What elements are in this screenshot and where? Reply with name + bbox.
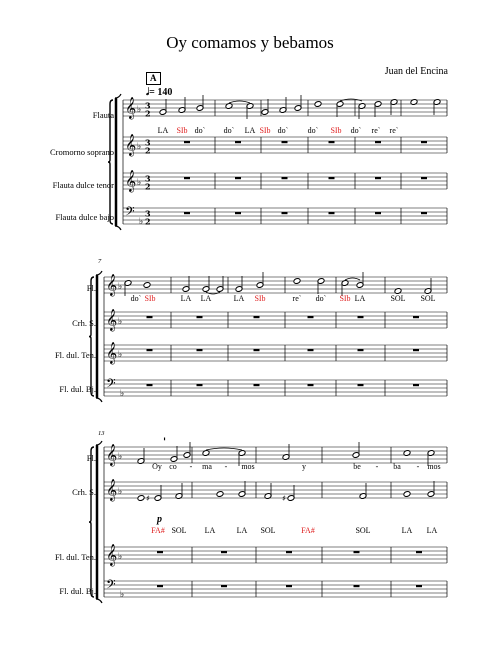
note-head bbox=[137, 495, 145, 502]
lyric-syllable: re` bbox=[292, 294, 302, 303]
instrument-name-fl-dul-bj: Fl. dul. Bj. bbox=[59, 586, 96, 596]
instrument-name-fl-dul-ten: Fl. dul. Ten. bbox=[54, 552, 96, 562]
treble-clef-icon: 𝄞 bbox=[106, 274, 118, 296]
whole-rest bbox=[375, 177, 381, 179]
flat-icon: ♭ bbox=[137, 105, 142, 115]
whole-rest bbox=[235, 212, 241, 214]
whole-rest bbox=[329, 212, 335, 214]
lyric-syllable: SOL bbox=[420, 294, 436, 303]
whole-rest bbox=[413, 384, 419, 386]
lyric-syllable: LA bbox=[244, 126, 256, 135]
instrument-name-fl-dul-bj: Fl. dul. Bj. bbox=[59, 384, 96, 394]
note-head bbox=[216, 491, 224, 498]
lyric-syllable: mos bbox=[241, 462, 255, 471]
whole-rest bbox=[147, 384, 153, 386]
whole-rest bbox=[184, 212, 190, 214]
whole-rest bbox=[308, 349, 314, 351]
note-head bbox=[293, 278, 301, 285]
lyric-syllable: SOL bbox=[390, 294, 406, 303]
bass-clef-icon: 𝄢 bbox=[106, 376, 116, 394]
lyric-syllable: LA bbox=[233, 294, 245, 303]
instrument-name-fl: Fl. bbox=[86, 283, 96, 293]
treble-clef-icon: 𝄞 bbox=[106, 342, 118, 364]
half-note-icon: 𝅗𝅥 bbox=[146, 87, 150, 98]
flat-icon: ♭ bbox=[139, 217, 144, 227]
lyric-syllable: - bbox=[189, 462, 193, 471]
lyric-syllable: do` bbox=[223, 126, 235, 135]
lyric-syllable: - bbox=[375, 462, 379, 471]
tie bbox=[206, 448, 242, 450]
whole-rest bbox=[221, 551, 227, 553]
composer-name: Juan del Encina bbox=[384, 66, 448, 77]
system-brace bbox=[86, 277, 96, 396]
lyric-syllable: LA bbox=[180, 294, 192, 303]
whole-rest bbox=[375, 141, 381, 143]
whole-rest bbox=[358, 384, 364, 386]
whole-rest bbox=[286, 551, 292, 553]
time-signature-top: 3 bbox=[145, 137, 151, 148]
whole-rest bbox=[329, 141, 335, 143]
measure-number: 13 bbox=[98, 430, 105, 437]
whole-rest bbox=[254, 384, 260, 386]
whole-rest bbox=[282, 141, 288, 143]
whole-rest bbox=[282, 177, 288, 179]
lyric-syllable: LA bbox=[204, 526, 216, 535]
flat-icon: ♭ bbox=[118, 350, 123, 360]
tempo-value: = 140 bbox=[149, 87, 173, 98]
whole-rest bbox=[286, 585, 292, 587]
whole-rest bbox=[416, 551, 422, 553]
whole-rest bbox=[147, 349, 153, 351]
whole-rest bbox=[358, 349, 364, 351]
flat-icon: ♭ bbox=[118, 282, 123, 292]
lyric-syllable: Oy bbox=[152, 462, 162, 471]
lyric-syllable: SOL bbox=[260, 526, 276, 535]
whole-rest bbox=[413, 316, 419, 318]
whole-rest bbox=[147, 316, 153, 318]
lyric-syllable: do` bbox=[315, 294, 327, 303]
instrument-name-cromorno: Cromorno soprano bbox=[50, 147, 114, 157]
time-signature-top: 3 bbox=[145, 208, 151, 219]
whole-rest bbox=[308, 384, 314, 386]
note-head bbox=[202, 450, 210, 457]
lyric-syllable: re` bbox=[371, 126, 381, 135]
bracket-hook bbox=[96, 599, 102, 603]
lyric-syllable: - bbox=[224, 462, 228, 471]
time-signature-bottom: 2 bbox=[145, 181, 151, 192]
whole-rest bbox=[221, 585, 227, 587]
whole-rest bbox=[254, 349, 260, 351]
note-name-highlighted: SIb bbox=[339, 294, 351, 303]
dynamic-marking: p bbox=[157, 514, 162, 525]
note-name-highlighted: SIb bbox=[259, 126, 271, 135]
lyric-syllable: co bbox=[169, 462, 177, 471]
whole-rest bbox=[308, 316, 314, 318]
whole-rest bbox=[421, 141, 427, 143]
flat-icon: ♭ bbox=[118, 317, 123, 327]
flat-icon: ♭ bbox=[137, 142, 142, 152]
score-title: Oy comamos y bebamos bbox=[166, 33, 334, 52]
lyric-syllable: do` bbox=[130, 294, 142, 303]
note-head bbox=[403, 491, 411, 498]
flat-icon: ♭ bbox=[118, 552, 123, 562]
note-name-highlighted: SIb bbox=[330, 126, 342, 135]
instrument-name-crh: Crh. S. bbox=[72, 318, 96, 328]
whole-rest bbox=[235, 141, 241, 143]
lyric-syllable: be bbox=[353, 462, 361, 471]
instrument-name-flauta: Flauta bbox=[92, 110, 114, 120]
whole-rest bbox=[197, 316, 203, 318]
bass-clef-icon: 𝄢 bbox=[125, 204, 135, 222]
lyric-syllable: SOL bbox=[355, 526, 371, 535]
treble-clef-icon: 𝄞 bbox=[106, 309, 118, 331]
lyric-syllable: do` bbox=[350, 126, 362, 135]
instrument-name-fl: Fl. bbox=[86, 453, 96, 463]
note-head bbox=[314, 101, 322, 108]
lyric-syllable: LA bbox=[157, 126, 169, 135]
lyric-syllable: re` bbox=[389, 126, 399, 135]
lyric-syllable: ba bbox=[393, 462, 401, 471]
measure-number: 7 bbox=[98, 258, 102, 265]
sharp-icon: ♯ bbox=[146, 494, 150, 503]
note-name-highlighted: SIb bbox=[254, 294, 266, 303]
whole-rest bbox=[421, 177, 427, 179]
lyric-syllable: do` bbox=[307, 126, 319, 135]
treble-clef-icon: 𝄞 bbox=[106, 444, 118, 466]
treble-clef-icon: 𝄞 bbox=[106, 479, 118, 501]
whole-rest bbox=[157, 585, 163, 587]
bracket-hook bbox=[96, 441, 102, 445]
instrument-name-bajo: Flauta dulce bajo bbox=[55, 212, 114, 222]
whole-rest bbox=[413, 349, 419, 351]
lyric-syllable: do` bbox=[277, 126, 289, 135]
bracket-hook bbox=[96, 398, 102, 402]
bracket-hook bbox=[115, 94, 121, 98]
lyric-syllable: y bbox=[302, 462, 306, 471]
note-name-highlighted: FA# bbox=[151, 526, 165, 535]
note-name-highlighted: SIb bbox=[176, 126, 188, 135]
note-head bbox=[143, 282, 151, 289]
note-name-highlighted: SIb bbox=[144, 294, 156, 303]
time-signature-bottom: 2 bbox=[145, 145, 151, 156]
lyric-syllable: ma bbox=[202, 462, 212, 471]
note-head bbox=[410, 99, 418, 106]
instrument-name-tenor: Flauta dulce tenor bbox=[52, 180, 114, 190]
time-signature-bottom: 2 bbox=[145, 216, 151, 227]
lyric-syllable: LA bbox=[236, 526, 248, 535]
tie bbox=[229, 101, 250, 103]
lyric-syllable: LA bbox=[401, 526, 413, 535]
lyric-syllable: LA bbox=[426, 526, 438, 535]
whole-rest bbox=[416, 585, 422, 587]
whole-rest bbox=[197, 384, 203, 386]
time-signature-top: 3 bbox=[145, 173, 151, 184]
lyric-syllable: LA bbox=[354, 294, 366, 303]
flat-icon: ♭ bbox=[137, 178, 142, 188]
bracket-hook bbox=[115, 226, 121, 230]
system-brace bbox=[86, 447, 96, 597]
whole-rest bbox=[254, 316, 260, 318]
bracket-hook bbox=[96, 271, 102, 275]
whole-rest bbox=[197, 349, 203, 351]
whole-rest bbox=[354, 585, 360, 587]
treble-clef-icon: 𝄞 bbox=[125, 170, 137, 192]
whole-rest bbox=[358, 316, 364, 318]
whole-rest bbox=[235, 177, 241, 179]
treble-clef-icon: 𝄞 bbox=[125, 97, 137, 119]
lyric-syllable: mos bbox=[427, 462, 441, 471]
tie bbox=[345, 278, 360, 280]
instrument-name-fl-dul-ten: Fl. dul. Ten. bbox=[54, 350, 96, 360]
note-head bbox=[225, 103, 233, 110]
lyric-syllable: - bbox=[416, 462, 420, 471]
whole-rest bbox=[184, 141, 190, 143]
flat-icon: ♭ bbox=[120, 590, 125, 600]
note-name-highlighted: FA# bbox=[301, 526, 315, 535]
lyric-syllable: LA bbox=[200, 294, 212, 303]
time-signature-bottom: 2 bbox=[145, 108, 151, 119]
breath-mark: ' bbox=[163, 437, 167, 448]
lyric-syllable: do` bbox=[194, 126, 206, 135]
sharp-icon: ♯ bbox=[282, 494, 286, 503]
system-brace bbox=[108, 100, 113, 224]
whole-rest bbox=[329, 177, 335, 179]
whole-rest bbox=[157, 551, 163, 553]
note-head bbox=[403, 450, 411, 457]
flat-icon: ♭ bbox=[120, 389, 125, 399]
whole-rest bbox=[282, 212, 288, 214]
whole-rest bbox=[375, 212, 381, 214]
whole-rest bbox=[421, 212, 427, 214]
whole-rest bbox=[354, 551, 360, 553]
flat-icon: ♭ bbox=[118, 487, 123, 497]
treble-clef-icon: 𝄞 bbox=[125, 134, 137, 156]
flat-icon: ♭ bbox=[118, 452, 123, 462]
treble-clef-icon: 𝄞 bbox=[106, 544, 118, 566]
whole-rest bbox=[184, 177, 190, 179]
time-signature-top: 3 bbox=[145, 100, 151, 111]
instrument-name-crh: Crh. S. bbox=[72, 487, 96, 497]
bass-clef-icon: 𝄢 bbox=[106, 577, 116, 595]
rehearsal-mark: A bbox=[146, 72, 161, 85]
lyric-syllable: SOL bbox=[171, 526, 187, 535]
